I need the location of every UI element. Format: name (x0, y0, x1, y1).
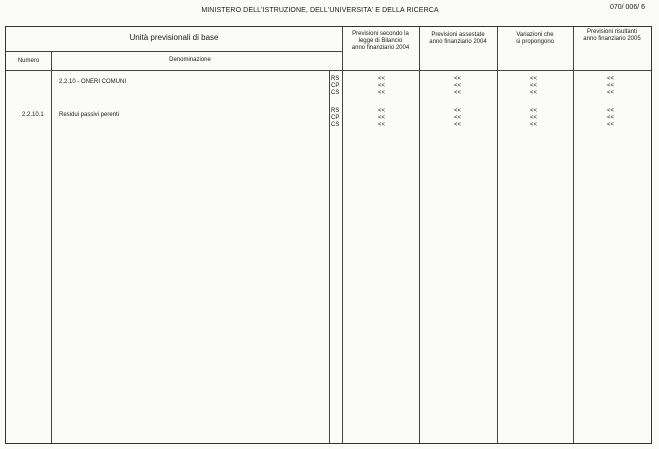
row-denominazione: 2.2.10 - ONERI COMUNI (59, 79, 127, 85)
header-divider-left (6, 51, 342, 52)
col-divider-prev-assestate (419, 27, 420, 443)
ministry-title: MINISTERO DELL'ISTRUZIONE, DELL'UNIVERSITA' E DELLA RICERCA (201, 7, 439, 14)
col-header-variazioni: Variazioni che si propongono (515, 32, 555, 45)
row-value-prev-bilancio: << << << (378, 108, 386, 128)
row-value-prev-bilancio: << << << (378, 76, 386, 96)
col-header-prev-bilancio: Previsioni secondo la legge di Bilancio anno finanziario 2004 (351, 31, 410, 51)
col-header-prev-risultanti: Previsioni risultanti anno finanziario 2005 (583, 29, 641, 42)
col-divider-variazioni (497, 27, 498, 443)
group-header: Unità previsionali di base (129, 33, 219, 42)
col-divider-codes-left (329, 70, 330, 443)
col-divider-prev-bilancio (342, 27, 343, 443)
row-value-prev-risultanti: << << << (607, 76, 615, 96)
row-codes: RS CP CS (331, 108, 340, 128)
row-codes: RS CP CS (331, 76, 340, 96)
page-code: 070/ 006/ 6 (609, 4, 645, 11)
row-value-variazioni: << << << (530, 108, 538, 128)
budget-table (5, 26, 652, 444)
col-header-numero: Numero (17, 58, 40, 64)
col-divider-prev-risultanti (573, 27, 574, 443)
row-value-prev-assestate: << << << (454, 108, 462, 128)
col-header-denominazione: Denominazione (169, 57, 211, 63)
row-value-prev-risultanti: << << << (607, 108, 615, 128)
row-value-prev-assestate: << << << (454, 76, 462, 96)
row-numero: 2.2.10.1 (22, 112, 44, 118)
row-denominazione: Residui passivi perenti (59, 112, 120, 118)
row-value-variazioni: << << << (530, 76, 538, 96)
col-divider-numero (51, 51, 52, 443)
col-header-prev-assestate: Previsioni assestate anno finanziario 2004 (429, 32, 487, 45)
